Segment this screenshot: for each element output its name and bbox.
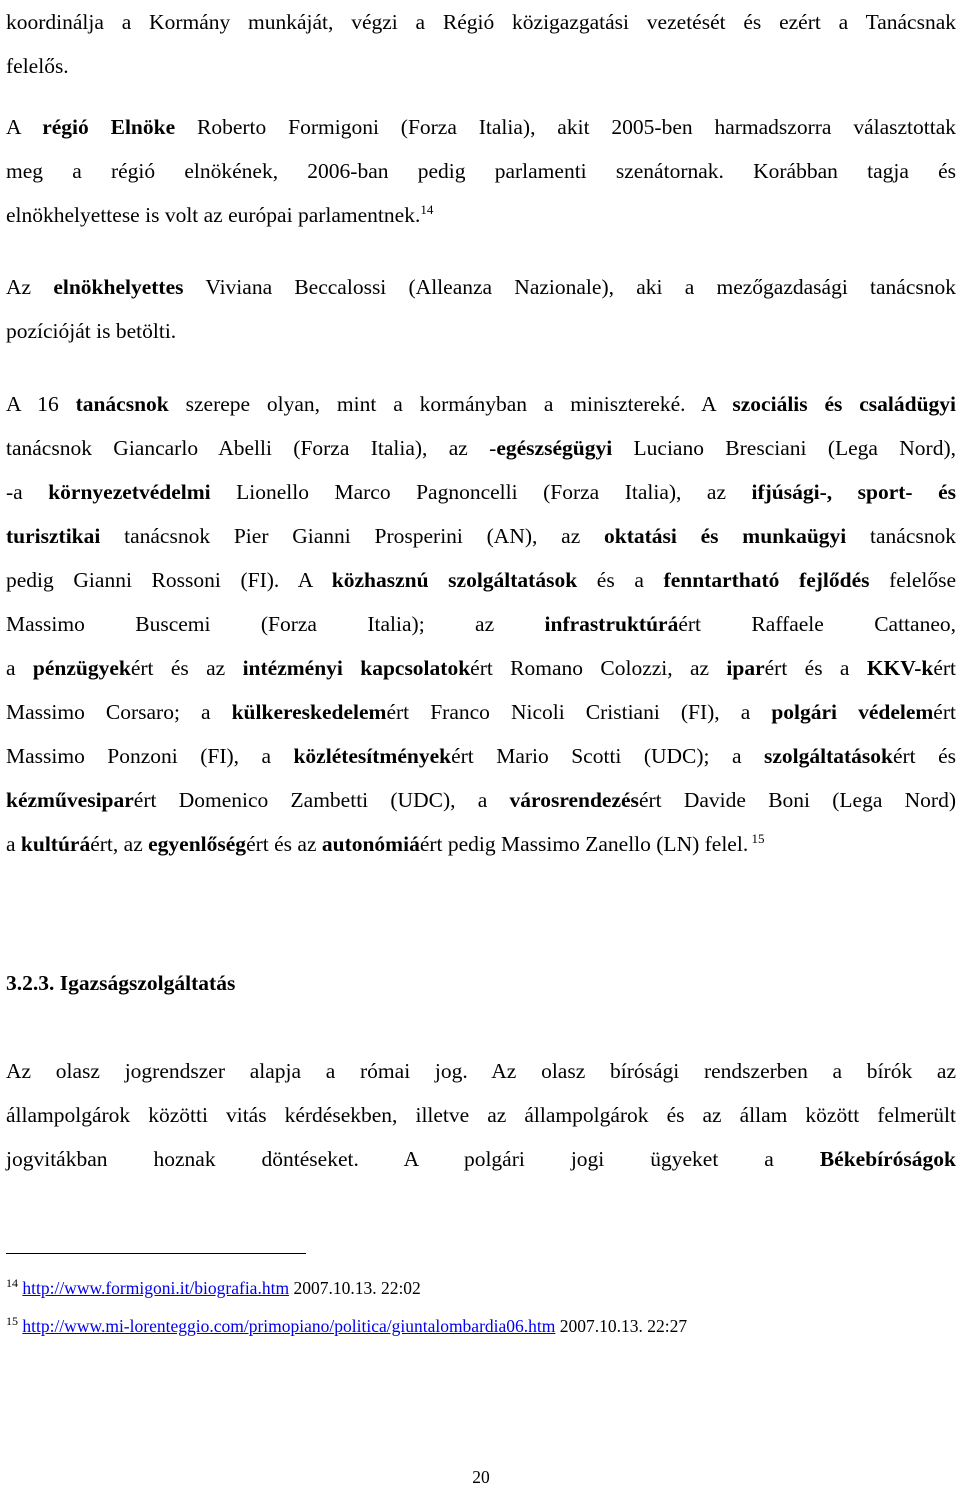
text-line: Massimo Buscemi (Forza Italia); az infrastruktúráért Raffaele Cattaneo, — [6, 612, 956, 636]
footnote-link[interactable]: http://www.mi-lorenteggio.com/primopiano/politica/giuntalombardia06.htm — [22, 1316, 556, 1336]
footnote-date: 2007.10.13. 22:27 — [555, 1316, 688, 1336]
document-page — [6, 0, 956, 1488]
footnote-14 — [6, 1276, 421, 1300]
footnote-number: 15 — [6, 1314, 18, 1329]
paragraph-president — [6, 105, 956, 237]
page-number: 20 — [472, 1467, 490, 1487]
text-line: a pénzügyekért és az intézményi kapcsolatokért Romano Colozzi, az iparért és a KKV-kért — [6, 656, 956, 680]
footnote-number: 14 — [6, 1276, 18, 1291]
text-line: felelős. — [6, 54, 69, 78]
text-line: Az olasz jogrendszer alapja a római jog. Az olasz bírósági rendszerben a bírók az — [6, 1059, 956, 1083]
text-line: A régió Elnöke Roberto Formigoni (Forza Italia), akit 2005-ben harmadszorra választottak — [6, 115, 956, 139]
text-line: meg a régió elnökének, 2006-ban pedig parlamenti szenátornak. Korábban tagja és — [6, 159, 956, 183]
footnote-separator — [6, 1253, 306, 1254]
footnote-date: 2007.10.13. 22:02 — [289, 1278, 421, 1298]
text-line: turisztikai tanácsnok Pier Gianni Prosperini (AN), az oktatási és munkaügyi tanácsnok — [6, 524, 956, 548]
section-heading: 3.2.3. Igazságszolgáltatás — [6, 971, 236, 995]
text-line: a kultúráért, az egyenlőségért és az autonómiáért pedig Massimo Zanello (LN) felel. $^{15}$ — [6, 830, 765, 856]
text-line: jogvitákban hoznak döntéseket. A polgári jogi ügyeket a Békebíróságok — [6, 1147, 956, 1171]
text-line: állampolgárok közötti vitás kérdésekben, illetve az állampolgárok és az állam között felmerült — [6, 1103, 956, 1127]
text-line: pozícióját is betölti. — [6, 319, 177, 343]
paragraph-councillors — [6, 382, 956, 866]
paragraph-vice-president — [6, 265, 956, 353]
text-line: Az elnökhelyettes Viviana Beccalossi (Alleanza Nazionale), aki a mezőgazdasági tanácsnok — [6, 275, 956, 299]
paragraph-continuation — [6, 0, 956, 88]
text-line: Massimo Corsaro; a külkereskedelemért Franco Nicoli Cristiani (FI), a polgári védelemért — [6, 700, 956, 724]
footnote-15 — [6, 1314, 687, 1338]
footnote-ref: 14 — [420, 201, 434, 217]
footnote-link[interactable]: http://www.formigoni.it/biografia.htm — [22, 1278, 290, 1298]
text-line: A 16 tanácsnok szerepe olyan, mint a kormányban a minisztereké. A szociális és családügyi — [6, 392, 957, 416]
text-line: tanácsnok Giancarlo Abelli (Forza Italia), az -egészségügyi Luciano Bresciani (Lega Nord), — [6, 436, 957, 460]
text-line: elnökhelyettese is volt az európai parlamentnek.$^{14}$ — [6, 201, 434, 227]
paragraph-judiciary — [6, 1049, 956, 1181]
footnote-ref: 15 — [748, 830, 765, 846]
text-line: koordinálja a Kormány munkáját, végzi a Régió közigazgatási vezetését és ezért a Tanácsnak — [6, 10, 956, 34]
text-line: -a környezetvédelmi Lionello Marco Pagnoncelli (Forza Italia), az ifjúsági-, sport- és — [6, 480, 956, 504]
text-line: kézművesiparért Domenico Zambetti (UDC), a városrendezésért Davide Boni (Lega Nord) — [6, 788, 956, 812]
text-line: Massimo Ponzoni (FI), a közlétesítményekért Mario Scotti (UDC); a szolgáltatásokért és — [6, 744, 957, 768]
text-line: pedig Gianni Rossoni (FI). A közhasznú szolgáltatások és a fenntartható fejlődés felelőse — [6, 568, 956, 592]
